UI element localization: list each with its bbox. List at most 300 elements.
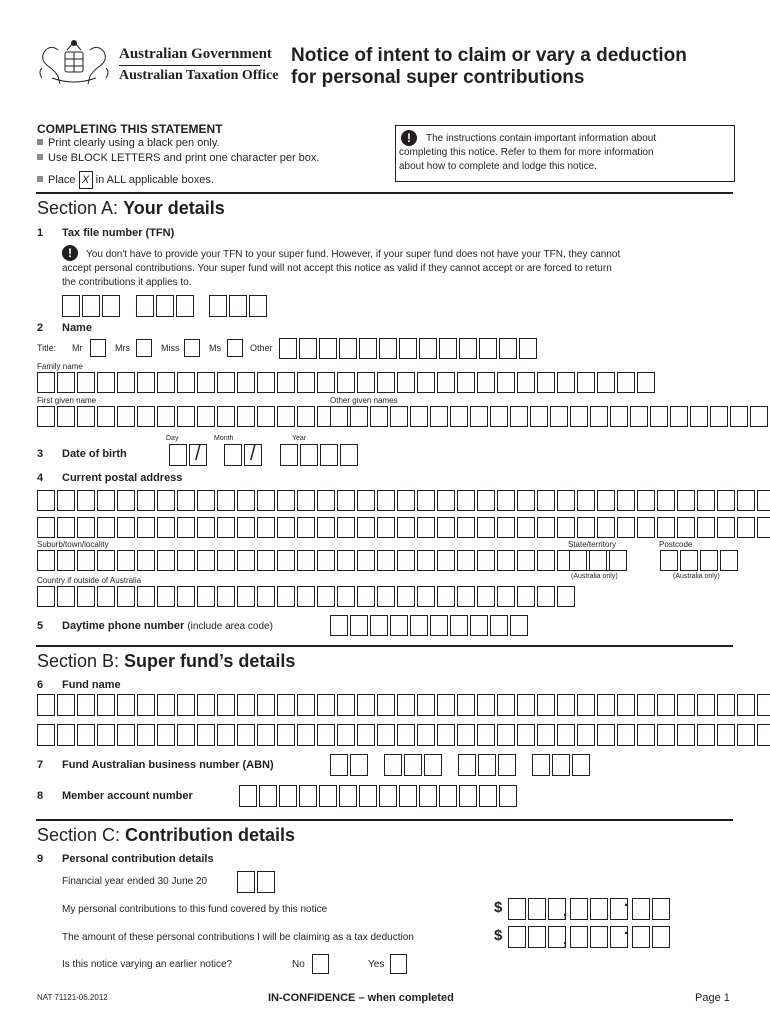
character-box[interactable]	[457, 586, 475, 607]
character-box[interactable]	[717, 517, 735, 538]
character-box[interactable]	[299, 338, 317, 359]
character-box[interactable]	[632, 926, 650, 948]
character-box[interactable]	[577, 724, 595, 746]
character-box[interactable]	[577, 490, 595, 511]
character-box[interactable]	[77, 586, 95, 607]
character-box[interactable]	[280, 444, 298, 466]
character-box[interactable]	[177, 490, 195, 511]
character-box[interactable]	[350, 615, 368, 636]
character-box[interactable]	[609, 550, 627, 571]
character-box[interactable]	[437, 694, 455, 716]
character-box[interactable]	[279, 785, 297, 807]
character-box[interactable]	[677, 724, 695, 746]
character-box[interactable]	[519, 338, 537, 359]
character-box[interactable]	[439, 338, 457, 359]
character-box[interactable]	[217, 724, 235, 746]
character-box[interactable]	[508, 898, 526, 920]
character-box[interactable]	[77, 372, 95, 393]
other-given-boxes[interactable]	[330, 406, 770, 427]
character-box[interactable]	[277, 517, 295, 538]
character-box[interactable]	[77, 490, 95, 511]
fund-name-line-2[interactable]	[37, 724, 770, 746]
character-box[interactable]	[720, 550, 738, 571]
tfn-boxes-3[interactable]	[209, 295, 269, 317]
character-box[interactable]	[377, 490, 395, 511]
character-box[interactable]	[77, 724, 95, 746]
character-box[interactable]	[277, 372, 295, 393]
character-box[interactable]	[377, 694, 395, 716]
character-box[interactable]	[257, 724, 275, 746]
character-box[interactable]	[359, 338, 377, 359]
character-box[interactable]	[557, 694, 575, 716]
character-box[interactable]	[570, 898, 588, 920]
character-box[interactable]	[157, 517, 175, 538]
character-box[interactable]	[552, 754, 570, 776]
character-box[interactable]	[330, 406, 348, 427]
character-box[interactable]	[237, 372, 255, 393]
character-box[interactable]	[102, 295, 120, 317]
character-box[interactable]	[137, 517, 155, 538]
character-box[interactable]	[257, 490, 275, 511]
character-box[interactable]	[197, 517, 215, 538]
character-box[interactable]	[437, 586, 455, 607]
character-box[interactable]	[517, 490, 535, 511]
character-box[interactable]	[477, 550, 495, 571]
character-box[interactable]	[557, 490, 575, 511]
address-line-2[interactable]	[37, 517, 770, 538]
character-box[interactable]	[237, 724, 255, 746]
character-box[interactable]	[370, 615, 388, 636]
character-box[interactable]	[359, 785, 377, 807]
character-box[interactable]	[337, 724, 355, 746]
character-box[interactable]	[77, 550, 95, 571]
character-box[interactable]	[137, 550, 155, 571]
character-box[interactable]	[319, 338, 337, 359]
character-box[interactable]	[397, 372, 415, 393]
character-box[interactable]	[237, 871, 255, 893]
character-box[interactable]	[197, 586, 215, 607]
character-box[interactable]	[357, 517, 375, 538]
fund-name-line-1[interactable]	[37, 694, 770, 716]
character-box[interactable]	[517, 517, 535, 538]
character-box[interactable]	[458, 754, 476, 776]
character-box[interactable]	[397, 550, 415, 571]
character-box[interactable]	[277, 694, 295, 716]
character-box[interactable]	[137, 372, 155, 393]
character-box[interactable]	[572, 754, 590, 776]
character-box[interactable]	[399, 338, 417, 359]
character-box[interactable]	[157, 550, 175, 571]
character-box[interactable]	[437, 517, 455, 538]
character-box[interactable]	[517, 694, 535, 716]
character-box[interactable]	[330, 754, 348, 776]
character-box[interactable]	[430, 406, 448, 427]
character-box[interactable]	[478, 754, 496, 776]
character-box[interactable]	[557, 724, 575, 746]
character-box[interactable]	[97, 372, 115, 393]
character-box[interactable]	[57, 694, 75, 716]
character-box[interactable]	[57, 517, 75, 538]
character-box[interactable]	[497, 517, 515, 538]
character-box[interactable]	[377, 724, 395, 746]
character-box[interactable]	[299, 785, 317, 807]
abn-boxes-2[interactable]	[384, 754, 444, 776]
character-box[interactable]	[597, 724, 615, 746]
character-box[interactable]	[277, 586, 295, 607]
character-box[interactable]	[717, 724, 735, 746]
varying-no-checkbox[interactable]	[312, 954, 329, 974]
character-box[interactable]	[229, 295, 247, 317]
character-box[interactable]	[379, 338, 397, 359]
character-box[interactable]	[297, 517, 315, 538]
character-box[interactable]	[577, 694, 595, 716]
character-box[interactable]	[117, 517, 135, 538]
character-box[interactable]	[479, 338, 497, 359]
character-box[interactable]	[557, 586, 575, 607]
character-box[interactable]	[350, 754, 368, 776]
character-box[interactable]	[97, 517, 115, 538]
character-box[interactable]	[424, 754, 442, 776]
character-box[interactable]	[217, 406, 235, 427]
character-box[interactable]	[297, 694, 315, 716]
character-box[interactable]	[37, 406, 55, 427]
character-box[interactable]	[637, 372, 655, 393]
character-box[interactable]	[417, 550, 435, 571]
dob-day-boxes[interactable]	[169, 444, 209, 466]
character-box[interactable]	[497, 724, 515, 746]
character-box[interactable]	[569, 550, 587, 571]
title-mrs-checkbox[interactable]	[136, 339, 152, 357]
dob-month-boxes[interactable]	[224, 444, 264, 466]
character-box[interactable]	[337, 586, 355, 607]
character-box[interactable]	[717, 490, 735, 511]
character-box[interactable]	[337, 694, 355, 716]
character-box[interactable]	[57, 724, 75, 746]
character-box[interactable]	[537, 490, 555, 511]
character-box[interactable]	[697, 490, 715, 511]
character-box[interactable]	[239, 785, 257, 807]
character-box[interactable]	[737, 490, 755, 511]
character-box[interactable]	[249, 295, 267, 317]
character-box[interactable]	[637, 517, 655, 538]
character-box[interactable]	[417, 694, 435, 716]
character-box[interactable]	[277, 490, 295, 511]
character-box[interactable]	[459, 338, 477, 359]
character-box[interactable]	[570, 926, 588, 948]
character-box[interactable]	[97, 694, 115, 716]
character-box[interactable]	[537, 550, 555, 571]
character-box[interactable]	[577, 517, 595, 538]
character-box[interactable]	[457, 372, 475, 393]
character-box[interactable]	[197, 372, 215, 393]
character-box[interactable]	[550, 406, 568, 427]
character-box[interactable]	[470, 615, 488, 636]
character-box[interactable]	[630, 406, 648, 427]
character-box[interactable]	[677, 517, 695, 538]
character-box[interactable]	[617, 517, 635, 538]
character-box[interactable]	[97, 550, 115, 571]
character-box[interactable]	[570, 406, 588, 427]
state-boxes[interactable]	[569, 550, 629, 571]
character-box[interactable]	[277, 550, 295, 571]
character-box[interactable]	[477, 490, 495, 511]
character-box[interactable]	[637, 490, 655, 511]
character-box[interactable]	[610, 406, 628, 427]
character-box[interactable]	[637, 724, 655, 746]
character-box[interactable]	[257, 517, 275, 538]
character-box[interactable]	[384, 754, 402, 776]
character-box[interactable]	[457, 490, 475, 511]
first-given-boxes[interactable]	[37, 406, 357, 427]
character-box[interactable]	[419, 785, 437, 807]
character-box[interactable]	[177, 372, 195, 393]
character-box[interactable]	[57, 490, 75, 511]
character-box[interactable]	[437, 550, 455, 571]
character-box[interactable]	[117, 372, 135, 393]
character-box[interactable]	[177, 586, 195, 607]
character-box[interactable]	[590, 406, 608, 427]
character-box[interactable]	[197, 724, 215, 746]
character-box[interactable]	[350, 406, 368, 427]
character-box[interactable]	[300, 444, 318, 466]
phone-boxes[interactable]	[330, 615, 530, 636]
character-box[interactable]	[37, 490, 55, 511]
character-box[interactable]	[499, 338, 517, 359]
character-box[interactable]	[652, 898, 670, 920]
character-box[interactable]	[479, 785, 497, 807]
character-box[interactable]	[377, 372, 395, 393]
character-box[interactable]	[277, 406, 295, 427]
character-box[interactable]	[537, 724, 555, 746]
character-box[interactable]	[257, 694, 275, 716]
character-box[interactable]	[62, 295, 80, 317]
character-box[interactable]	[652, 926, 670, 948]
character-box[interactable]	[337, 517, 355, 538]
suburb-boxes[interactable]	[37, 550, 617, 571]
character-box[interactable]	[137, 586, 155, 607]
character-box[interactable]	[217, 517, 235, 538]
character-box[interactable]	[177, 724, 195, 746]
abn-boxes-4[interactable]	[532, 754, 592, 776]
character-box[interactable]	[257, 372, 275, 393]
character-box[interactable]	[537, 694, 555, 716]
character-box[interactable]	[177, 517, 195, 538]
financial-year-boxes[interactable]	[237, 871, 277, 893]
character-box[interactable]	[737, 517, 755, 538]
character-box[interactable]	[477, 586, 495, 607]
character-box[interactable]	[490, 615, 508, 636]
character-box[interactable]	[277, 724, 295, 746]
character-box[interactable]	[357, 372, 375, 393]
character-box[interactable]	[730, 406, 748, 427]
character-box[interactable]	[169, 444, 187, 466]
character-box[interactable]	[57, 372, 75, 393]
character-box[interactable]	[417, 517, 435, 538]
character-box[interactable]	[319, 785, 337, 807]
character-box[interactable]	[297, 550, 315, 571]
character-box[interactable]	[757, 490, 770, 511]
character-box[interactable]	[57, 550, 75, 571]
character-box[interactable]	[197, 490, 215, 511]
character-box[interactable]	[157, 724, 175, 746]
character-box[interactable]	[297, 724, 315, 746]
character-box[interactable]	[508, 926, 526, 948]
character-box[interactable]	[379, 785, 397, 807]
character-box[interactable]	[597, 372, 615, 393]
character-box[interactable]	[537, 372, 555, 393]
character-box[interactable]	[657, 724, 675, 746]
character-box[interactable]	[57, 406, 75, 427]
character-box[interactable]	[330, 615, 348, 636]
character-box[interactable]	[597, 694, 615, 716]
character-box[interactable]	[337, 550, 355, 571]
claiming-thousands-boxes[interactable]	[508, 926, 568, 948]
character-box[interactable]	[97, 724, 115, 746]
character-box[interactable]	[377, 550, 395, 571]
title-mr-checkbox[interactable]	[90, 339, 106, 357]
character-box[interactable]	[430, 615, 448, 636]
character-box[interactable]	[498, 754, 516, 776]
character-box[interactable]	[197, 694, 215, 716]
character-box[interactable]	[517, 372, 535, 393]
character-box[interactable]	[528, 898, 546, 920]
character-box[interactable]	[690, 406, 708, 427]
character-box[interactable]	[217, 372, 235, 393]
contrib-units-boxes[interactable]	[570, 898, 630, 920]
character-box[interactable]	[657, 490, 675, 511]
character-box[interactable]	[437, 490, 455, 511]
character-box[interactable]	[670, 406, 688, 427]
character-box[interactable]	[137, 406, 155, 427]
character-box[interactable]	[457, 550, 475, 571]
character-box[interactable]	[617, 490, 635, 511]
character-box[interactable]	[497, 490, 515, 511]
character-box[interactable]	[97, 406, 115, 427]
character-box[interactable]	[237, 694, 255, 716]
character-box[interactable]	[597, 517, 615, 538]
character-box[interactable]	[477, 694, 495, 716]
character-box[interactable]	[417, 724, 435, 746]
character-box[interactable]	[77, 517, 95, 538]
character-box[interactable]	[457, 517, 475, 538]
character-box[interactable]	[477, 724, 495, 746]
character-box[interactable]	[537, 517, 555, 538]
character-box[interactable]	[177, 550, 195, 571]
character-box[interactable]	[339, 785, 357, 807]
character-box[interactable]	[157, 406, 175, 427]
character-box[interactable]	[317, 490, 335, 511]
character-box[interactable]	[717, 694, 735, 716]
character-box[interactable]	[477, 517, 495, 538]
character-box[interactable]	[680, 550, 698, 571]
character-box[interactable]	[650, 406, 668, 427]
character-box[interactable]	[37, 372, 55, 393]
character-box[interactable]	[410, 615, 428, 636]
character-box[interactable]	[530, 406, 548, 427]
character-box[interactable]	[528, 926, 546, 948]
character-box[interactable]	[517, 550, 535, 571]
character-box[interactable]	[117, 724, 135, 746]
tfn-boxes-2[interactable]	[136, 295, 196, 317]
character-box[interactable]	[532, 754, 550, 776]
character-box[interactable]	[97, 586, 115, 607]
character-box[interactable]	[517, 724, 535, 746]
character-box[interactable]	[117, 406, 135, 427]
character-box[interactable]	[437, 372, 455, 393]
character-box[interactable]	[37, 550, 55, 571]
character-box[interactable]	[297, 372, 315, 393]
character-box[interactable]	[297, 406, 315, 427]
character-box[interactable]	[377, 586, 395, 607]
character-box[interactable]	[417, 586, 435, 607]
character-box[interactable]	[737, 694, 755, 716]
character-box[interactable]	[337, 490, 355, 511]
character-box[interactable]	[470, 406, 488, 427]
character-box[interactable]	[257, 871, 275, 893]
character-box[interactable]	[157, 694, 175, 716]
character-box[interactable]	[537, 586, 555, 607]
character-box[interactable]	[297, 586, 315, 607]
character-box[interactable]	[37, 586, 55, 607]
character-box[interactable]	[617, 694, 635, 716]
character-box[interactable]	[390, 615, 408, 636]
character-box[interactable]	[557, 372, 575, 393]
character-box[interactable]	[677, 490, 695, 511]
character-box[interactable]	[37, 724, 55, 746]
character-box[interactable]	[237, 406, 255, 427]
character-box[interactable]	[710, 406, 728, 427]
character-box[interactable]	[457, 694, 475, 716]
character-box[interactable]	[357, 586, 375, 607]
character-box[interactable]	[117, 490, 135, 511]
character-box[interactable]	[177, 406, 195, 427]
character-box[interactable]	[657, 517, 675, 538]
character-box[interactable]	[137, 490, 155, 511]
character-box[interactable]	[217, 550, 235, 571]
character-box[interactable]	[510, 615, 528, 636]
character-box[interactable]	[757, 517, 770, 538]
character-box[interactable]	[557, 517, 575, 538]
character-box[interactable]	[177, 694, 195, 716]
character-box[interactable]	[757, 724, 770, 746]
country-boxes[interactable]	[37, 586, 577, 607]
character-box[interactable]	[497, 372, 515, 393]
character-box[interactable]	[399, 785, 417, 807]
character-box[interactable]	[757, 694, 770, 716]
character-box[interactable]	[459, 785, 477, 807]
character-box[interactable]	[317, 586, 335, 607]
character-box[interactable]	[237, 490, 255, 511]
character-box[interactable]	[597, 490, 615, 511]
character-box[interactable]	[419, 338, 437, 359]
character-box[interactable]	[257, 586, 275, 607]
character-box[interactable]	[750, 406, 768, 427]
character-box[interactable]	[156, 295, 174, 317]
character-box[interactable]	[397, 517, 415, 538]
character-box[interactable]	[279, 338, 297, 359]
character-box[interactable]	[410, 406, 428, 427]
character-box[interactable]	[97, 490, 115, 511]
varying-yes-checkbox[interactable]	[390, 954, 407, 974]
abn-boxes-1[interactable]	[330, 754, 370, 776]
character-box[interactable]	[450, 615, 468, 636]
character-box[interactable]	[217, 490, 235, 511]
character-box[interactable]	[297, 490, 315, 511]
character-box[interactable]	[637, 694, 655, 716]
character-box[interactable]	[157, 586, 175, 607]
character-box[interactable]	[317, 724, 335, 746]
character-box[interactable]	[397, 694, 415, 716]
